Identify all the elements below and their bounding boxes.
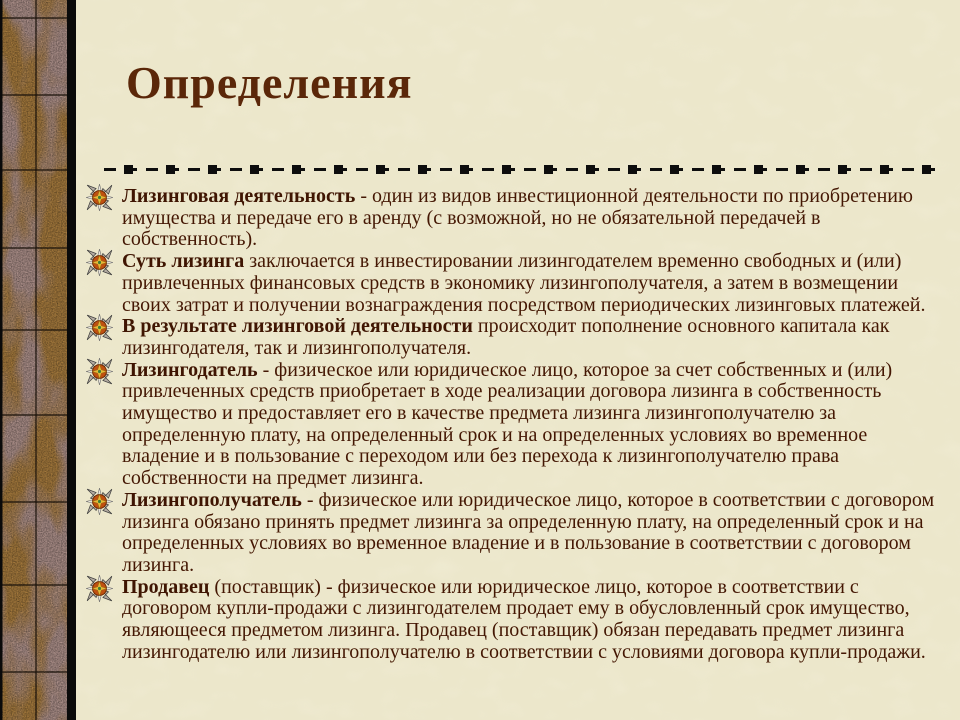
definitions-list: [122, 186, 942, 663]
definition-item-lessee: [122, 490, 942, 577]
star-ornament-icon: [86, 249, 113, 276]
definition-item-leasing-activity: [122, 186, 942, 251]
definition-text: - физическое или юридическое лицо, которое за счет собственных и (или) привлеченных средств приобретает в ходе реализации договора лизинга в собственность имущество и предоставляет его в качестве предмета лизинга лизингополучателю за определенную плату, на определенный срок и на определенных условиях во временное владение и в пользование с переходом или без перехода к лизингополучателю права собственности на предмет лизинга.: [122, 358, 893, 490]
definition-term: Лизингополучатель: [122, 488, 302, 511]
definition-item-leasing-result: [122, 316, 942, 359]
definition-term: Продавец: [122, 575, 210, 598]
definition-text: заключается в инвестировании лизингодателем временно свободных и (или) привлеченных финансовых средств в экономику лизингополучателя, а затем в возмещении своих затрат и получении вознаграждения посредством периодических лизинговых платежей.: [122, 250, 926, 316]
star-ornament-icon: [86, 575, 113, 602]
definition-item-seller: [122, 577, 942, 664]
star-ornament-icon: [86, 314, 113, 341]
definition-term: Лизингодатель: [122, 358, 258, 381]
slide-title: Определения: [126, 57, 413, 108]
dashed-divider: [104, 164, 942, 175]
star-ornament-icon: [86, 358, 113, 385]
definition-text: происходит пополнение основного капитала как лизингодателя, так и лизингополучателя.: [122, 315, 890, 359]
definition-item-lessor: [122, 360, 942, 490]
star-ornament-icon: [86, 488, 113, 515]
definition-term: В результате лизинговой деятельности: [122, 315, 473, 338]
slide-content: [76, 0, 960, 720]
definition-item-leasing-essence: [122, 251, 942, 316]
definition-text: - физическое или юридическое лицо, которое в соответствии с договором лизинга обязано принять предмет лизинга за определенную плату, на определенный срок и на определенных условиях во временное владение и в пользование в соответствии с договором лизинга.: [122, 488, 935, 576]
left-decorative-strip: [0, 0, 76, 720]
definition-text: - один из видов инвестиционной деятельности по приобретению имущества и передаче его в аренду (с возможной, но не обязательной передачей в собственность).: [122, 185, 913, 251]
definition-term: Суть лизинга: [122, 250, 245, 273]
definition-term: Лизинговая деятельность: [122, 185, 356, 207]
definition-text: (поставщик) - физическое или юридическое лицо, которое в соответствии с договором купли-продажи с лизингодателем продает ему в обусловленный срок имущество, являющееся предметом лизинга. Продавец (поставщик) обязан передавать предмет лизинга лизингодателю или лизингополучателю в соответствии с условиями договора купли-продажи.: [122, 575, 926, 663]
star-ornament-icon: [86, 184, 113, 211]
